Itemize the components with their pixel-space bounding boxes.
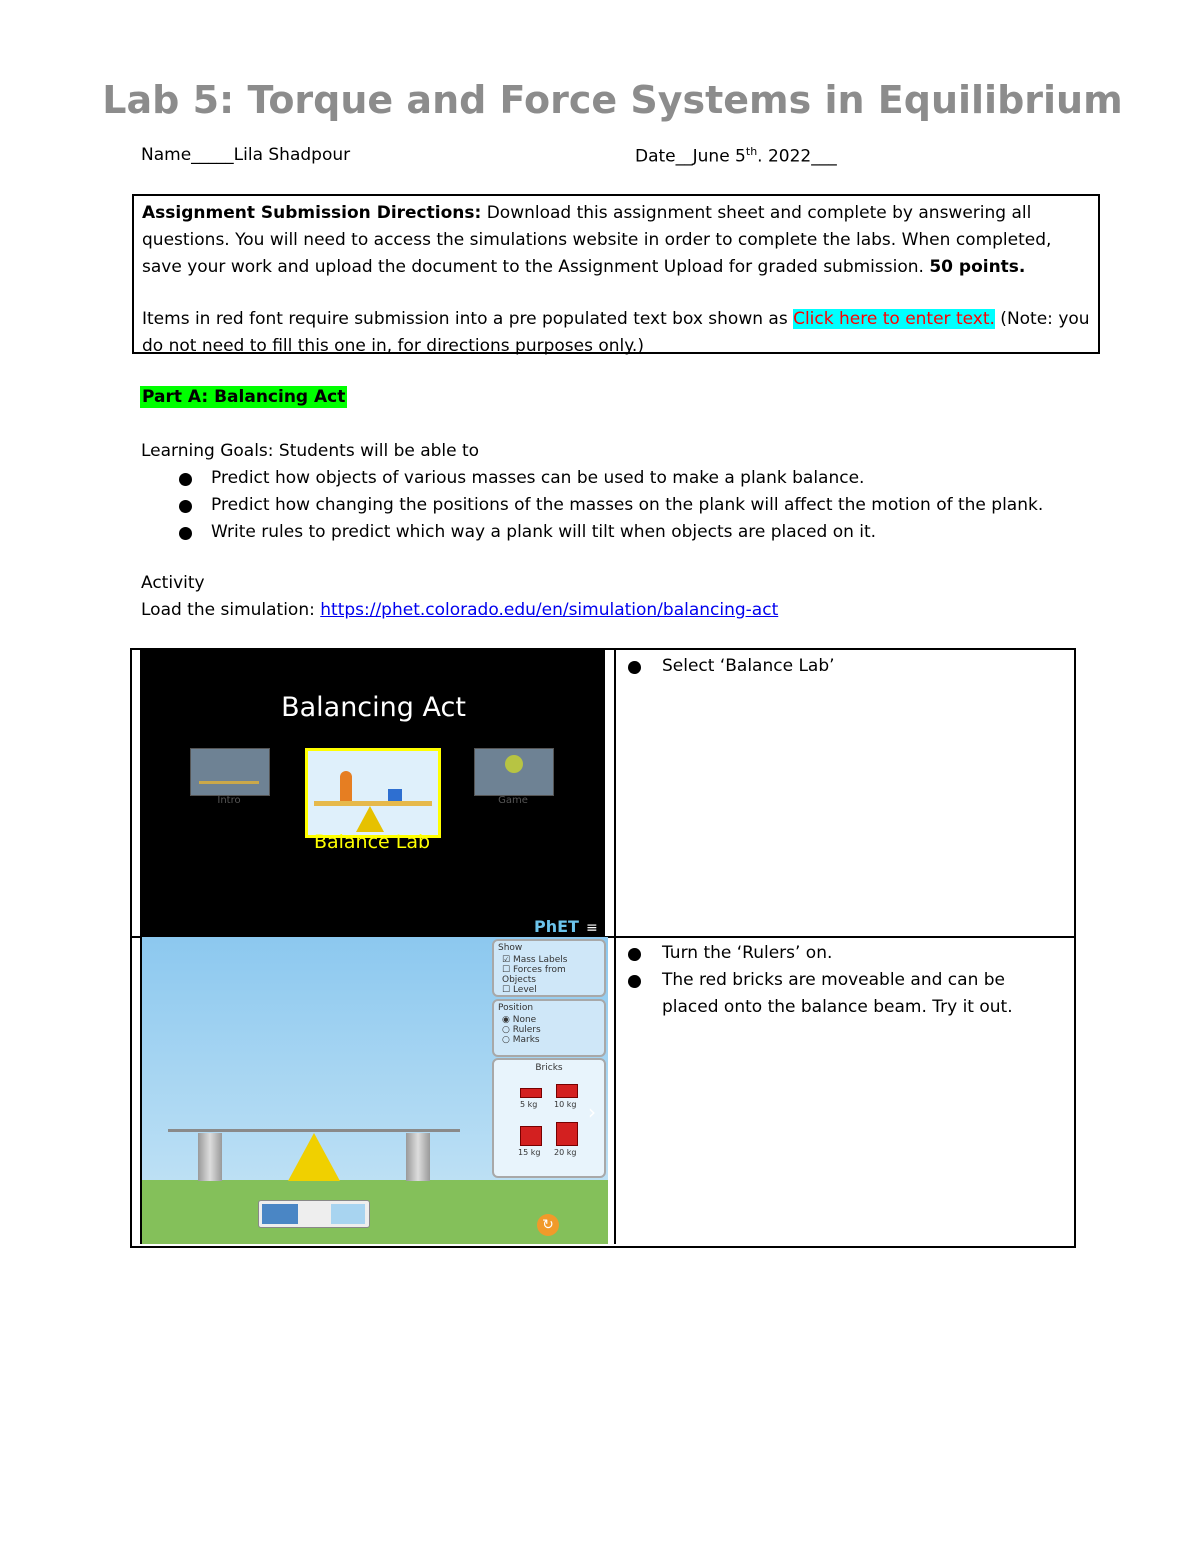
position-option[interactable]: ○ Marks [502,1035,540,1045]
bricks-panel [492,1058,606,1178]
sim-home-screenshot [142,650,605,937]
intro-plank [199,781,259,784]
phet-logo: PhET [534,917,579,936]
position-panel [492,999,606,1057]
brick-10kg[interactable] [556,1084,578,1098]
fulcrum [288,1133,340,1181]
load-sim-line [141,600,778,620]
brick-20kg[interactable] [556,1122,578,1146]
page-title: Lab 5: Torque and Force Systems in Equilibrium [102,78,1123,122]
support-column [198,1133,222,1181]
date-field [635,145,837,167]
directions-note-before: Items in red font require submission into a pre populated text box shown as [142,309,794,329]
brick-label: 20 kg [554,1148,577,1157]
show-option[interactable]: ☐ Level [502,985,537,995]
balance-lab-thumb[interactable] [305,748,441,838]
reset-icon[interactable]: ↻ [537,1214,559,1236]
show-option-label: Forces from Objects [502,965,566,985]
directions-points: 50 points. [929,257,1026,277]
show-option-label: Mass Labels [512,955,568,965]
activity-label: Activity [141,573,205,593]
position-option-label: None [512,1015,537,1025]
directions-body: Download this assignment sheet and complete by answering all questions. You will need to access the simulations website in order to complete the labs. When completed, save your work and upload the document to the Assignment Upload for graded submission. [142,203,1052,277]
show-panel [492,939,606,997]
brick-label: 5 kg [520,1100,538,1109]
balance-lab-label: Balance Lab [313,831,431,853]
bricks-label: Bricks [535,1063,563,1073]
goals-list [141,465,1101,546]
grass [142,1180,608,1244]
learning-goals-label: Learning Goals: Students will be able to [141,441,480,461]
row2-instructions [616,940,1066,1021]
directions-box [132,194,1100,354]
intro-thumb[interactable] [190,748,270,796]
lab-fulcrum [356,806,384,832]
instruction-item: Turn the ‘Rulers’ on. [616,940,1066,967]
directions-note-after: (Note: you do not need to fill this one in, for directions purposes only.) [142,309,1090,356]
position-option-label: Marks [512,1035,540,1045]
sim-lab-screenshot [142,937,608,1244]
directions-heading: Assignment Submission Directions: [142,203,482,223]
brick-label: 15 kg [518,1148,541,1157]
intro-label: Intro [217,795,241,806]
view-thumb-icon [331,1204,365,1224]
view-toggle[interactable] [258,1200,370,1228]
instruction-item: Select ‘Balance Lab’ [616,653,1066,680]
date-rest: . 2022___ [757,146,837,167]
brick-5kg[interactable] [520,1088,542,1098]
lab-person [340,771,352,801]
goal-item: Predict how objects of various masses can be used to make a plank balance. [141,465,1101,492]
game-label: Game [498,795,528,806]
sim-link[interactable]: https://phet.colorado.edu/en/simulation/balancing-act [320,600,779,620]
instruction-item: The red bricks are moveable and can be placed onto the balance beam. Try it out. [616,967,1066,1021]
plank [168,1129,460,1132]
view-thumb-icon [262,1204,298,1224]
support-column [406,1133,430,1181]
brick-15kg[interactable] [520,1126,542,1146]
position-option[interactable]: ◉ None [502,1015,537,1025]
goal-item: Write rules to predict which way a plank will tilt when objects are placed on it. [141,519,1101,546]
load-label: Load the simulation: [141,600,321,620]
game-thumb[interactable] [474,748,554,796]
menu-icon[interactable]: ≡ [586,920,598,936]
chevron-right-icon[interactable]: › [588,1100,596,1124]
brick-label: 10 kg [554,1100,577,1109]
show-option[interactable]: ☐ Forces from Objects [502,965,566,985]
show-option-label: Level [512,985,537,995]
goal-item: Predict how changing the positions of the masses on the plank will affect the motion of the plank. [141,492,1101,519]
position-label: Position [498,1003,534,1013]
position-option-label: Rulers [512,1025,541,1035]
row1-instructions [616,653,1066,680]
sim-title: Balancing Act [281,692,466,723]
lab-object [388,789,402,801]
name-field: Name_____Lila Shadpour [141,145,351,165]
show-label: Show [498,943,523,953]
date-sup: th [745,145,758,158]
smiley-icon [505,755,523,773]
text-placeholder[interactable]: Click here to enter text. [793,309,995,329]
position-option[interactable]: ○ Rulers [502,1025,541,1035]
date-main: Date__June 5 [635,146,746,167]
part-a-heading: Part A: Balancing Act [142,387,346,407]
show-option[interactable]: ☑ Mass Labels [502,955,568,965]
